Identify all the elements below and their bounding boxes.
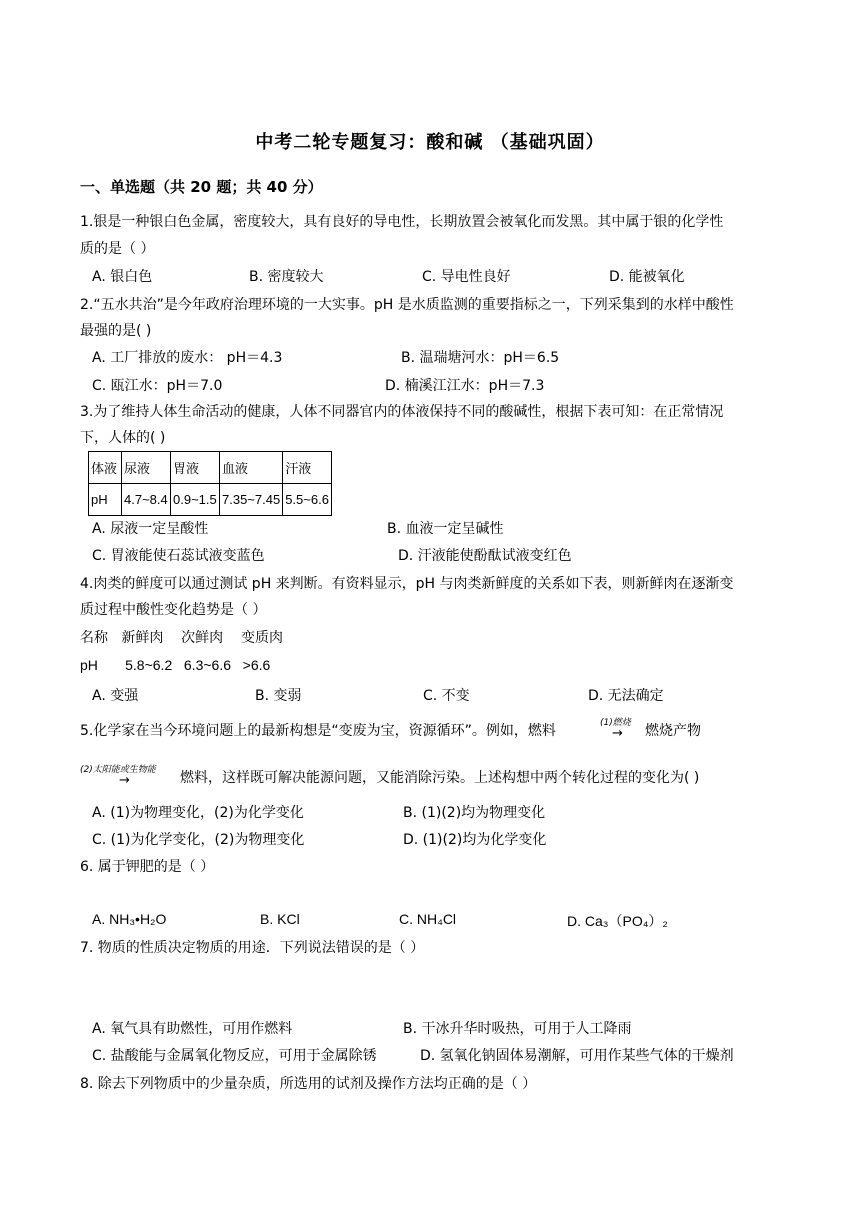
- question-3-line-2: 下，人体的( ): [80, 430, 166, 446]
- question-2-line-2: 最强的是( ): [80, 323, 152, 339]
- table-cell: 血液: [220, 452, 283, 484]
- question-7-option-b[interactable]: B. 干冰升华时吸热，可用于人工降雨: [403, 1021, 632, 1037]
- question-4-line-2: 质过程中酸性变化趋势是（ ）: [80, 602, 267, 618]
- question-4-option-b[interactable]: B. 变弱: [255, 688, 302, 704]
- question-2-option-b[interactable]: B. 温瑞塘河水：pH＝6.5: [401, 350, 560, 366]
- question-1-option-c[interactable]: C. 导电性良好: [422, 269, 511, 285]
- table-cell: 胃液: [171, 452, 220, 484]
- question-5-option-c[interactable]: C. (1)为化学变化，(2)为物理变化: [92, 832, 305, 848]
- table-cell: 0.9~1.5: [171, 484, 220, 516]
- question-7-option-c[interactable]: C. 盐酸能与金属氧化物反应，可用于金属除锈: [92, 1048, 377, 1064]
- question-4-line-1: 4.肉类的鲜度可以通过测试 pH 来判断。有资料显示，pH 与肉类新鲜度的关系如下表，则新鲜肉在逐渐变: [80, 576, 734, 592]
- question-7-option-d[interactable]: D. 氢氧化钠固体易潮解，可用作某些气体的干燥剂: [420, 1048, 734, 1064]
- question-7-line-1: 7. 物质的性质决定物质的用途．下列说法错误的是（ ）: [80, 940, 425, 956]
- freshness-names-row: 名称 新鲜肉 次鲜肉 变质肉: [80, 630, 283, 646]
- table-cell: 4.7~8.4: [122, 484, 171, 516]
- question-3-option-d[interactable]: D. 汗液能使酚酞试液变红色: [398, 548, 572, 564]
- question-2-line-1: 2.“五水共治”是今年政府治理环境的一大实事。pH 是水质监测的重要指标之一，下列采集到的水样中酸性: [80, 297, 734, 313]
- question-5-option-b[interactable]: B. (1)(2)均为物理变化: [403, 805, 546, 821]
- table-row: [89, 484, 332, 516]
- table-row: [89, 452, 332, 484]
- table-cell: 汗液: [283, 452, 332, 484]
- question-7-option-a[interactable]: A. 氧气具有助燃性，可用作燃料: [92, 1021, 293, 1037]
- arrow-icon: →: [612, 726, 623, 741]
- reaction-2-label: (2)太阳能或生物能: [80, 765, 156, 775]
- question-2-option-c[interactable]: C. 瓯江水：pH＝7.0: [92, 378, 223, 394]
- question-5-line-1-end: 燃烧产物: [645, 723, 701, 739]
- table-cell: 尿液: [122, 452, 171, 484]
- question-1-line-1: 1.银是一种银白色金属，密度较大，具有良好的导电性，长期放置会被氧化而发黑。其中属于银的化学性: [80, 214, 724, 230]
- question-6-line-1: 6. 属于钾肥的是（ ）: [80, 859, 215, 875]
- question-4-option-d[interactable]: D. 无法确定: [588, 688, 664, 704]
- question-4-option-a[interactable]: A. 变强: [92, 688, 139, 704]
- question-3-option-c[interactable]: C. 胃液能使石蕊试液变蓝色: [92, 548, 265, 564]
- table-cell: pH: [89, 484, 122, 516]
- question-2-option-a[interactable]: A. 工厂排放的废水： pH＝4.3: [92, 350, 283, 366]
- question-8-line-1: 8. 除去下列物质中的少量杂质，所选用的试剂及操作方法均正确的是（ ）: [80, 1076, 537, 1092]
- table-cell: 5.5~6.6: [283, 484, 332, 516]
- question-6-option-d[interactable]: D. Ca₃（PO₄）₂: [567, 913, 668, 929]
- reaction-1-label: (1)燃烧: [600, 718, 631, 728]
- question-5-option-d[interactable]: D. (1)(2)均为化学变化: [403, 832, 547, 848]
- question-2-option-d[interactable]: D. 楠溪江江水：pH＝7.3: [385, 378, 545, 394]
- table-cell: 7.35~7.45: [220, 484, 283, 516]
- question-6-option-a[interactable]: A. NH₃•H₂O: [92, 911, 167, 927]
- question-5-line-2: 燃料，这样既可解决能源问题，又能消除污染。上述构想中两个转化过程的变化为( ): [180, 770, 700, 786]
- question-4-option-c[interactable]: C. 不变: [423, 688, 470, 704]
- question-1-line-2: 质的是（ ）: [80, 241, 155, 257]
- section-heading: 一、单选题（共 20 题；共 40 分）: [80, 178, 323, 196]
- question-3-option-b[interactable]: B. 血液一定呈碱性: [387, 521, 504, 537]
- question-1-option-b[interactable]: B. 密度较大: [249, 269, 324, 285]
- question-6-option-b[interactable]: B. KCl: [260, 911, 300, 927]
- freshness-ph-row: pH 5.8~6.2 6.3~6.6 >6.6: [80, 657, 271, 673]
- question-5-option-a[interactable]: A. (1)为物理变化，(2)为化学变化: [92, 805, 304, 821]
- question-1-option-a[interactable]: A. 银白色: [92, 269, 153, 285]
- table-cell: 体液: [89, 452, 122, 484]
- question-1-option-d[interactable]: D. 能被氧化: [609, 269, 685, 285]
- question-6-option-c[interactable]: C. NH₄Cl: [399, 911, 457, 927]
- question-3-option-a[interactable]: A. 尿液一定呈酸性: [92, 521, 209, 537]
- arrow-icon: →: [119, 773, 130, 788]
- page-title: 中考二轮专题复习：酸和碱 （基础巩固）: [255, 132, 605, 153]
- question-5-line-1: 5.化学家在当今环境问题上的最新构想是“变废为宝，资源循环”。例如，燃料: [80, 723, 556, 739]
- ph-table: [88, 451, 332, 516]
- question-3-line-1: 3.为了维持人体生命活动的健康，人体不同器官内的体液保持不同的酸碱性，根据下表可知：在正常情况: [80, 404, 724, 420]
